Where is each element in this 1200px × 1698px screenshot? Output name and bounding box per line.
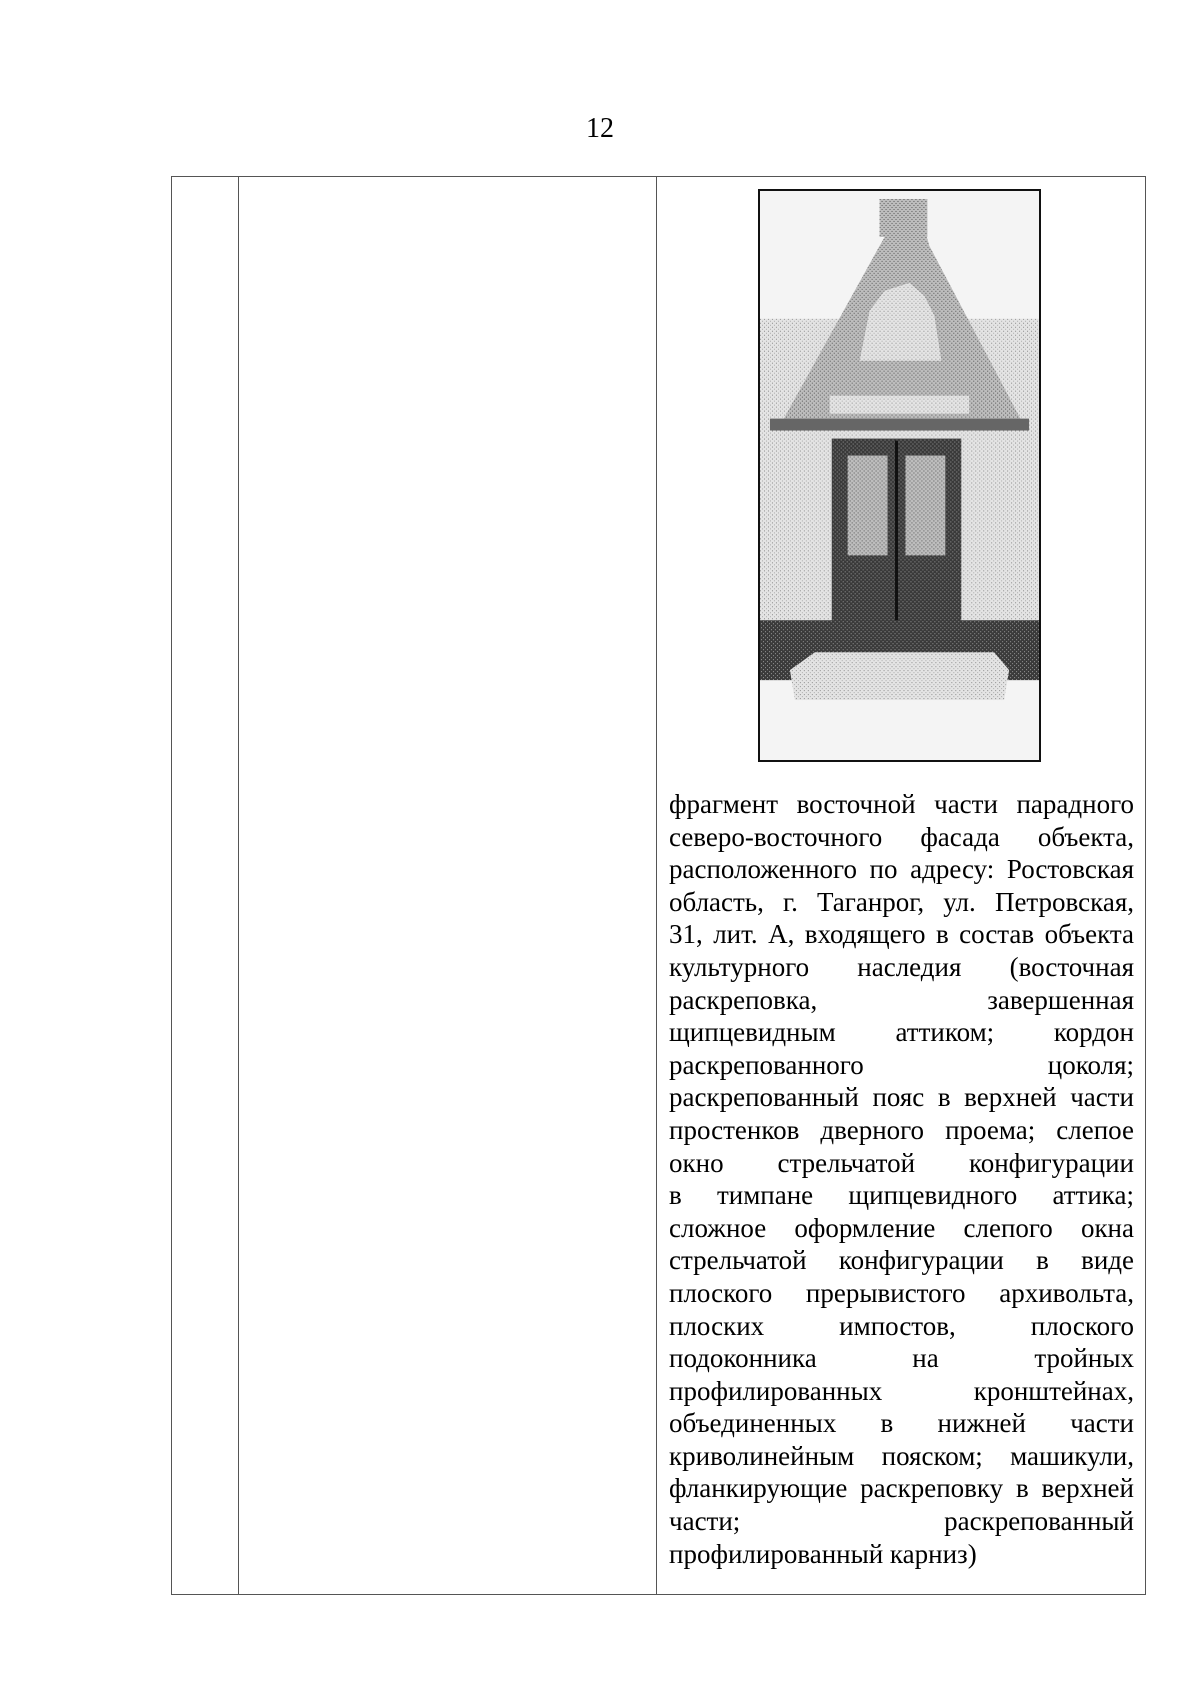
caption-line: в тимпане щипцевидного аттика; [669, 1180, 1134, 1211]
caption-line: стрельчатой конфигурации в виде [669, 1245, 1134, 1276]
caption-line: раскреповка, завершенная [669, 984, 1134, 1015]
column-divider [238, 177, 239, 1594]
caption-line: объединенных в нижней части [669, 1408, 1134, 1439]
column-divider [656, 177, 657, 1594]
caption-line: область, г. Таганрог, ул. Петровская, [669, 886, 1134, 917]
caption-line: плоских импостов, плоского [669, 1310, 1134, 1341]
caption-line: фланкирующие раскреповку в верхней [669, 1473, 1134, 1504]
caption-line: плоского прерывистого архивольта, [669, 1277, 1134, 1308]
caption-line: северо-восточного фасада объекта, [669, 821, 1134, 852]
caption-line: культурного наследия (восточная [669, 951, 1134, 982]
caption-line: расположенного по адресу: Ростовская [669, 854, 1134, 885]
facade-photo [758, 189, 1041, 762]
caption-line: щипцевидным аттиком; кордон [669, 1017, 1134, 1048]
caption-line: раскрепованного цоколя; [669, 1049, 1134, 1080]
caption-line: раскрепованный пояс в верхней части [669, 1082, 1134, 1113]
caption-line: криволинейным пояском; машикули, [669, 1440, 1134, 1471]
caption-line: профилированных кронштейнах, [669, 1375, 1134, 1406]
building-facade-photo-icon [760, 191, 1039, 760]
caption-line: части; раскрепованный [669, 1506, 1134, 1537]
caption-line: простенков дверного проема; слепое [669, 1114, 1134, 1145]
photo-caption [669, 788, 1134, 1570]
caption-line: фрагмент восточной части парадного [669, 789, 1134, 819]
caption-line: сложное оформление слепого окна [669, 1212, 1134, 1243]
caption-line: окно стрельчатой конфигурации [669, 1147, 1134, 1178]
caption-line: профилированный карниз) [669, 1538, 977, 1569]
caption-line: подоконника на тройных [669, 1343, 1134, 1374]
page-number: 12 [586, 113, 614, 144]
caption-line: 31, лит. А, входящего в состав объекта [669, 919, 1134, 950]
